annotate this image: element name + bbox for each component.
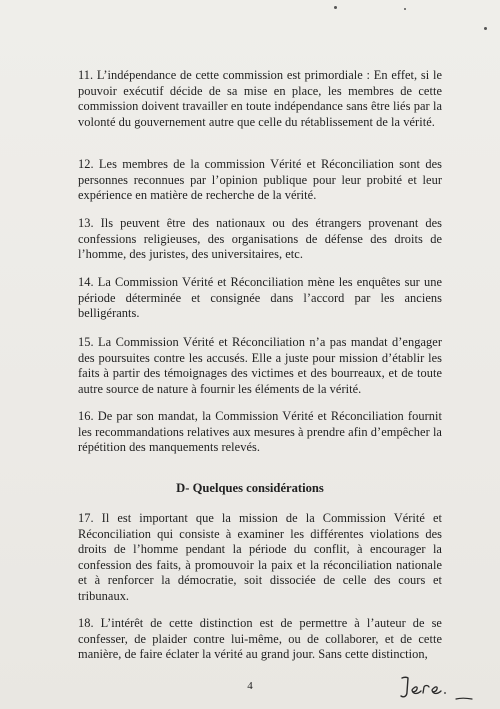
paragraph-13: 13. Ils peuvent être des nationaux ou des étrangers provenant des confessions religieuses, des organisations de défense des droits de l’homme, des juristes, des universitaires, etc.: [78, 216, 442, 262]
paragraph-11: 11. L’indépendance de cette commission est primordiale : En effet, si le pouvoir exécutif décide de sa mise en place, les membres de cette commission doivent travailler en toute indépendance sans être liés par la volonté du gouvernement autre que celle du rétablissement de la vérité.: [78, 68, 442, 129]
scan-speck: [484, 27, 487, 30]
paragraph-14: 14. La Commission Vérité et Réconciliation mène les enquêtes sur une période déterminée et consignée dans l’accord par les anciens belligérants.: [78, 275, 442, 321]
paragraph-18: 18. L’intérêt de cette distinction est de permettre à l’auteur de se confesser, de plaider contre lui-même, ou de collaborer, et de cette manière, de faire éclater la vérité au grand jour. Sans cette distinction,: [78, 616, 442, 662]
paragraph-12: 12. Les membres de la commission Vérité et Réconciliation sont des personnes reconnues par l’opinion publique pour leur probité et leur expérience en matière de recherche de la vérité.: [78, 157, 442, 203]
handwritten-initials: [394, 668, 474, 704]
paragraph-15: 15. La Commission Vérité et Réconciliation n’a pas mandat d’engager des poursuites contre les accusés. Elle a juste pour mission d’établir les faits à partir des témoignages des victimes et des bourreaux, et de toute autre source de nature à fournir les éléments de la vérité.: [78, 335, 442, 396]
section-heading: D- Quelques considérations: [176, 481, 324, 495]
scan-speck: [334, 6, 337, 9]
paragraph-17: 17. Il est important que la mission de la Commission Vérité et Réconciliation qui consiste à examiner les différentes violations des droits de l’homme pendant la période du conflit, à encourager la confession des faits, à promouvoir la paix et la réconciliation nationale et à renforcer la démocratie, soit dissociée de celle des cours et tribunaux.: [78, 511, 442, 603]
page-number: 4: [247, 680, 253, 692]
paragraph-16: 16. De par son mandat, la Commission Vérité et Réconciliation fournit les recommandations relatives aux mesures à prendre afin d’empêcher la répétition des manquements relevés.: [78, 409, 442, 455]
scan-speck: [404, 8, 406, 10]
